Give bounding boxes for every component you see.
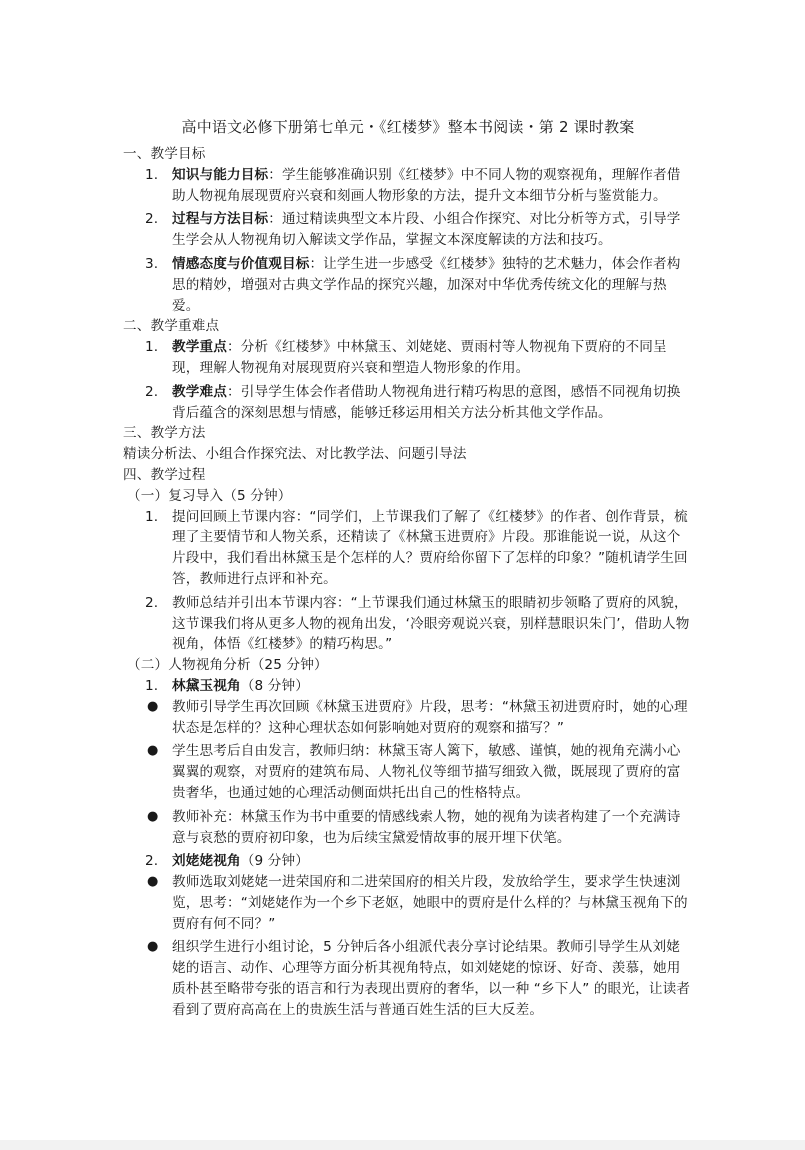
item-text: ：通过精读典型文本片段、小组合作探究、对比分析等方式，引导学生学会从人物视角切入解读文学作品，掌握文本深度解读的方法和技巧。 bbox=[172, 211, 681, 249]
list-number: 3. bbox=[145, 255, 159, 272]
perspective-heading-lin-daiyu bbox=[123, 676, 693, 697]
item-bold-label: 教学重点 bbox=[172, 339, 227, 356]
list-number: 2. bbox=[145, 594, 159, 611]
section-heading-methods: 三、教学方法 bbox=[123, 425, 206, 442]
item-text: ：引导学生体会作者借助人物视角进行精巧构思的意图，感悟不同视角切换背后蕴含的深刻思想与情感，能够迁移运用相关方法分析其他文学作品。 bbox=[172, 383, 681, 421]
bullet-dot: ● bbox=[147, 874, 159, 890]
methods-text: 精读分析法、小组合作探究法、对比教学法、问题引导法 bbox=[123, 446, 467, 463]
liu-laolao-bullets bbox=[123, 872, 693, 1021]
list-number: 1. bbox=[145, 339, 159, 356]
perspective-heading-liu-laolao bbox=[123, 851, 693, 872]
bullet-item bbox=[123, 872, 693, 934]
list-number: 2. bbox=[145, 211, 159, 228]
section-heading-process: 四、教学过程 bbox=[123, 466, 206, 483]
list-item bbox=[123, 337, 693, 379]
list-number: 2. bbox=[145, 383, 159, 400]
item-bold-label: 过程与方法目标 bbox=[172, 211, 269, 228]
perspective-title: 刘姥姥视角 bbox=[172, 853, 241, 870]
section-heading-objectives: 一、教学目标 bbox=[123, 146, 206, 162]
list-item bbox=[123, 593, 693, 655]
bullet-item bbox=[123, 697, 693, 739]
list-item bbox=[123, 254, 693, 316]
item-bold-label: 知识与能力目标 bbox=[172, 166, 269, 183]
key-points-list bbox=[123, 337, 693, 423]
list-number: 1. bbox=[145, 508, 159, 525]
list-item bbox=[123, 507, 693, 590]
review-list bbox=[123, 507, 693, 656]
lin-daiyu-bullets bbox=[123, 697, 693, 849]
perspective-title: 林黛玉视角 bbox=[172, 677, 241, 694]
item-text: 教师总结并引出本节课内容：“上节课我们通过林黛玉的眼睛初步领略了贾府的风貌，这节课我们将从更多人物的视角出发，‘冷眼旁观说兴衰，别样慧眼识朱门’，借助人物视角，体悟《红楼梦》的精巧构思。” bbox=[172, 594, 690, 653]
list-item bbox=[123, 165, 693, 207]
perspective-time: （9 分钟） bbox=[240, 853, 309, 870]
bullet-text: 学生思考后自由发言，教师归纳：林黛玉寄人篱下，敏感、谨慎，她的视角充满小心翼翼的观察，对贾府的建筑布局、人物礼仪等细节描写细致入微，既展现了贾府的富贵奢华，也通过她的心理活动侧面烘托出自己的性格特点。 bbox=[172, 743, 681, 801]
bullet-dot: ● bbox=[147, 698, 159, 714]
perspective-time: （8 分钟） bbox=[240, 677, 309, 694]
document-title: 高中语文必修下册第七单元・《红楼梦》整本书阅读・第 2 课时教案 bbox=[181, 118, 635, 136]
bullet-dot: ● bbox=[147, 939, 159, 955]
subsection-heading-perspective: （二）人物视角分析（25 分钟） bbox=[127, 657, 328, 674]
list-number: 2. bbox=[145, 853, 159, 870]
bullet-text: 教师引导学生再次回顾《林黛玉进贾府》片段，思考：“林黛玉初进贾府时，她的心理状态是怎样的？这种心理状态如何影响她对贾府的观察和描写？” bbox=[172, 698, 688, 736]
list-item bbox=[123, 382, 693, 424]
item-text: ：分析《红楼梦》中林黛玉、刘姥姥、贾雨村等人物视角下贾府的不同呈现，理解人物视角对展现贾府兴衰和塑造人物形象的作用。 bbox=[172, 339, 667, 376]
bullet-item bbox=[123, 741, 693, 803]
item-text: 提问回顾上节课内容：“同学们，上节课我们了解了《红楼梦》的作者、创作背景，梳理了主要情节和人物关系，还精读了《林黛玉进贾府》片段。那谁能说一说，从这个片段中，我们看出林黛玉是个怎样的人？贾府给你留下了怎样的印象？”随机请学生回答，教师进行点评和补充。 bbox=[172, 508, 688, 587]
objectives-list bbox=[123, 165, 693, 317]
subsection-heading-review: （一）复习导入（5 分钟） bbox=[127, 487, 292, 504]
bullet-item bbox=[123, 937, 693, 1020]
item-text: ：让学生进一步感受《红楼梦》独特的艺术魅力，体会作者构思的精妙，增强对古典文学作品的探究兴趣，加深对中华优秀传统文化的理解与热爱。 bbox=[172, 255, 681, 314]
section-heading-key-points: 二、教学重难点 bbox=[123, 318, 220, 335]
bullet-item bbox=[123, 807, 693, 849]
item-text: ：学生能够准确识别《红楼梦》中不同人物的观察视角，理解作者借助人物视角展现贾府兴衰和刻画人物形象的方法，提升文本细节分析与鉴赏能力。 bbox=[172, 166, 681, 204]
item-bold-label: 情感态度与价值观目标 bbox=[172, 255, 310, 272]
bullet-text: 组织学生进行小组讨论，5 分钟后各小组派代表分享讨论结果。教师引导学生从刘姥姥的语言、动作、心理等方面分析其视角特点，如刘姥姥的惊讶、好奇、羡慕，她用质朴甚至略带夸张的语言和行为表现出贾府的奢华，以一种 “乡下人” 的眼光，让读者看到了贾府高高在上的贵族生活与普通百姓生活的巨大反差。 bbox=[172, 939, 691, 1018]
list-number: 1. bbox=[145, 166, 159, 183]
bullet-text: 教师补充：林黛玉作为书中重要的情感线索人物，她的视角为读者构建了一个充满诗意与哀愁的贾府初印象，也为后续宝黛爱情故事的展开埋下伏笔。 bbox=[172, 808, 681, 846]
bullet-text: 教师选取刘姥姥一进荣国府和二进荣国府的相关片段，发放给学生，要求学生快速浏览，思考：“刘姥姥作为一个乡下老妪，她眼中的贾府是什么样的？与林黛玉视角下的贾府有何不同？” bbox=[172, 874, 688, 932]
list-item bbox=[123, 209, 693, 251]
bullet-dot: ● bbox=[147, 808, 159, 824]
bullet-dot: ● bbox=[147, 743, 159, 759]
lesson-plan-content bbox=[123, 116, 693, 1021]
list-number: 1. bbox=[145, 677, 159, 694]
item-bold-label: 教学难点 bbox=[172, 383, 227, 400]
